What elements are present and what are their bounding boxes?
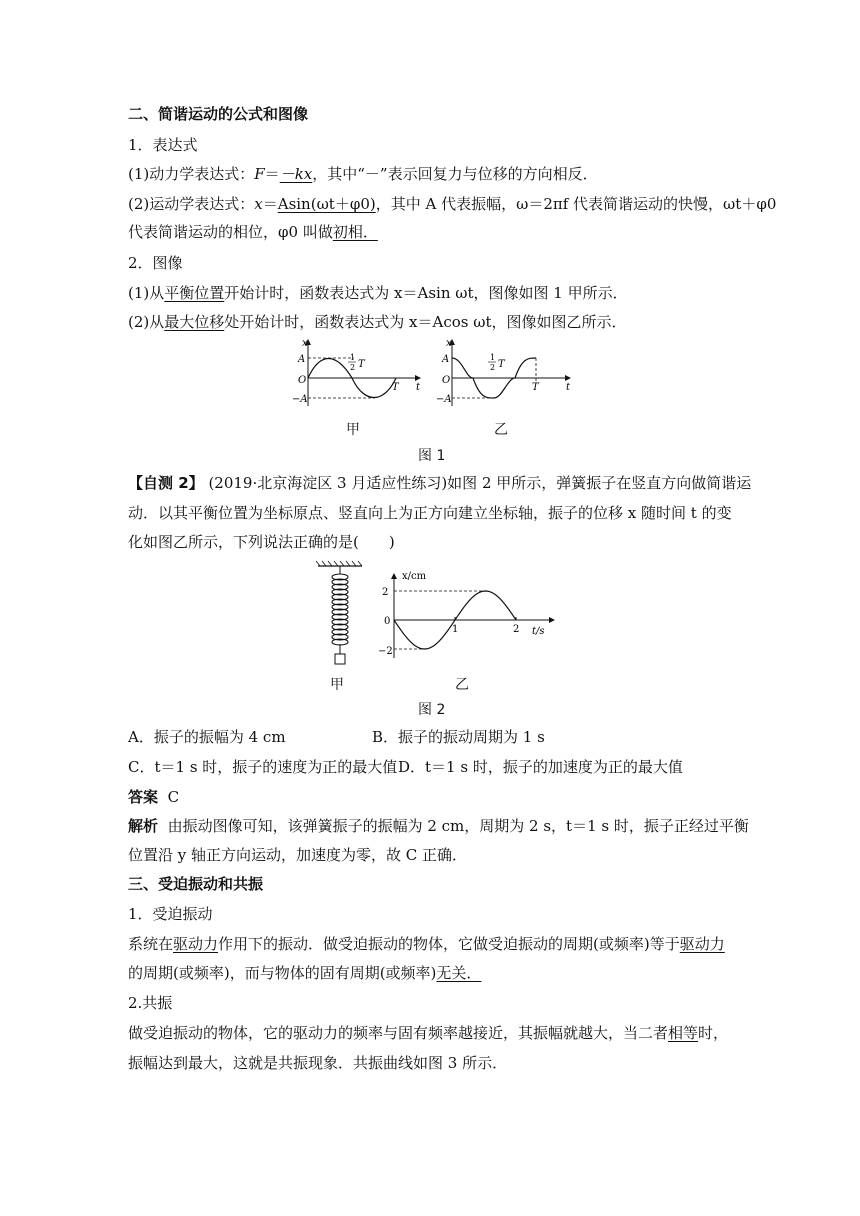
fig1-right-A-label: A bbox=[442, 354, 450, 365]
selftest-line-2: 动．以其平衡位置为坐标原点、竖直向上为正方向建立坐标轴，振子的位移 x 随时间 t 的变 bbox=[128, 504, 732, 522]
section3-title: 三、受迫振动和共振 bbox=[128, 875, 264, 893]
answer-line bbox=[128, 787, 179, 807]
fig1-left-halfT-label: T bbox=[358, 359, 365, 370]
forced-vibration-line-1: 系统在驱动力作用下的振动．做受迫振动的物体，它做受迫振动的周期(或频率)等于驱动力 bbox=[128, 935, 725, 953]
analysis-line-1: 解析 由振动图像可知，该弹簧振子的振幅为 2 cm，周期为 2 s，t＝1 s 时，振子正经过平衡 bbox=[128, 817, 749, 835]
fig2-y-tick-0: 0 bbox=[384, 616, 391, 627]
fig2-y-label: x/cm bbox=[402, 571, 427, 582]
figure1-graph-sine bbox=[292, 338, 421, 406]
analysis-label: 解析 bbox=[128, 817, 159, 835]
section3-sub1: 1．受迫振动 bbox=[128, 905, 213, 923]
graph-line-1: (1)从平衡位置开始计时，函数表达式为 x＝Asin ωt，图像如图 1 甲所示． bbox=[128, 284, 628, 302]
answer-blank-driving-force-1: 驱动力 bbox=[173, 935, 219, 953]
fig2-x-tick-1: 1 bbox=[452, 624, 459, 635]
fig2-x-label: t/s bbox=[532, 626, 545, 637]
spring-oscillator-diagram bbox=[310, 560, 370, 672]
fig1-left-T-label: T bbox=[392, 382, 399, 393]
fig2-y-tick-neg2: −2 bbox=[378, 646, 393, 657]
answer-blank-initial-phase: 初相． bbox=[332, 223, 378, 241]
answer-value: C bbox=[167, 788, 180, 806]
answer-blank-equal: 相等 bbox=[668, 1024, 699, 1042]
selftest-line-3: 化如图乙所示，下列说法正确的是( ) bbox=[128, 533, 395, 551]
fig1-caption: 图 1 bbox=[418, 448, 446, 464]
fig1-left-O-label: O bbox=[298, 375, 307, 386]
fig1-left-A-label: A bbox=[298, 354, 306, 365]
section2-sub2: 2．图像 bbox=[128, 254, 183, 272]
answer-blank-driving-force-2: 驱动力 bbox=[679, 935, 725, 953]
fig2-y-tick-2: 2 bbox=[382, 587, 389, 598]
selftest-tag: 【自测 2】 bbox=[128, 474, 204, 492]
section2-title: 二、简谐运动的公式和图像 bbox=[128, 105, 309, 123]
fig2-caption: 图 2 bbox=[418, 702, 446, 718]
analysis-line-2: 位置沿 y 轴正方向运动，加速度为零，故 C 正确． bbox=[128, 846, 468, 864]
fig1-right-half-den: 2 bbox=[490, 363, 496, 372]
forced-vibration-line-2: 的周期(或频率)，而与物体的固有周期(或频率)无关． bbox=[128, 964, 482, 982]
answer-label: 答案 bbox=[128, 788, 159, 806]
fig1-right-T-label: T bbox=[532, 382, 539, 393]
answer-blank-max-displacement: 最大位移 bbox=[164, 313, 225, 331]
option-c: C．t＝1 s 时，振子的速度为正的最大值 bbox=[128, 758, 398, 776]
dynamics-formula-line: (1)动力学表达式：F＝－kx，其中“－”表示回复力与位移的方向相反． bbox=[128, 165, 598, 183]
answer-blank-equilibrium: 平衡位置 bbox=[164, 284, 225, 302]
fig1-right-half-num: 1 bbox=[490, 353, 496, 362]
fig1-right-t-label: t bbox=[566, 382, 571, 393]
section3-sub2: 2.共振 bbox=[128, 994, 173, 1012]
fig1-left-half-den: 2 bbox=[350, 363, 356, 372]
option-a: A．振子的振幅为 4 cm bbox=[128, 728, 286, 746]
phase-line: 代表简谐运动的相位，φ0 叫做初相． bbox=[128, 223, 378, 241]
figure2-displacement-time-graph bbox=[372, 566, 562, 666]
fig1-right-halfT-label: T bbox=[498, 359, 505, 370]
fig1-left-t-label: t bbox=[416, 382, 421, 393]
section2-sub1: 1．表达式 bbox=[128, 136, 198, 154]
answer-blank-formula: Asin(ωt＋φ0) bbox=[277, 195, 376, 213]
fig2-label-right: 乙 bbox=[455, 677, 469, 693]
fig1-right-negA-label: −A bbox=[436, 394, 452, 405]
fig1-label-right: 乙 bbox=[494, 422, 508, 438]
fig1-left-x-label: x bbox=[302, 338, 308, 349]
graph-line-2: (2)从最大位移处开始计时，函数表达式为 x＝Acos ωt，图像如图乙所示． bbox=[128, 313, 627, 331]
fig2-x-tick-2: 2 bbox=[513, 624, 520, 635]
fig2-label-left: 甲 bbox=[330, 677, 344, 693]
fig1-right-O-label: O bbox=[442, 375, 451, 386]
selftest-line-1: 【自测 2】 (2019·北京海淀区 3 月适应性练习)如图 2 甲所示，弹簧振子在竖直方向做简谐运 bbox=[128, 474, 752, 492]
fig1-right-x-label: x bbox=[446, 338, 452, 349]
fig1-left-half-num: 1 bbox=[350, 353, 356, 362]
answer-blank-unrelated: 无关． bbox=[436, 964, 482, 982]
fig1-label-left: 甲 bbox=[346, 422, 360, 438]
figure1-graph-cosine bbox=[436, 338, 571, 406]
fig1-left-negA-label: −A bbox=[292, 394, 308, 405]
figure1-graphs bbox=[280, 336, 580, 416]
kinematics-formula-line: (2)运动学表达式：x＝Asin(ωt＋φ0)，其中 A 代表振幅，ω＝2πf 代表简谐运动的快慢，ωt＋φ0 bbox=[128, 195, 777, 213]
option-b: B．振子的振动周期为 1 s bbox=[372, 728, 545, 746]
answer-blank-kx: －kx bbox=[279, 165, 313, 183]
resonance-line-2: 振幅达到最大，这就是共振现象．共振曲线如图 3 所示． bbox=[128, 1054, 508, 1072]
resonance-line-1: 做受迫振动的物体，它的驱动力的频率与固有频率越接近，其振幅就越大，当二者相等时， bbox=[128, 1024, 729, 1042]
option-d: D．t＝1 s 时，振子的加速度为正的最大值 bbox=[398, 758, 683, 776]
